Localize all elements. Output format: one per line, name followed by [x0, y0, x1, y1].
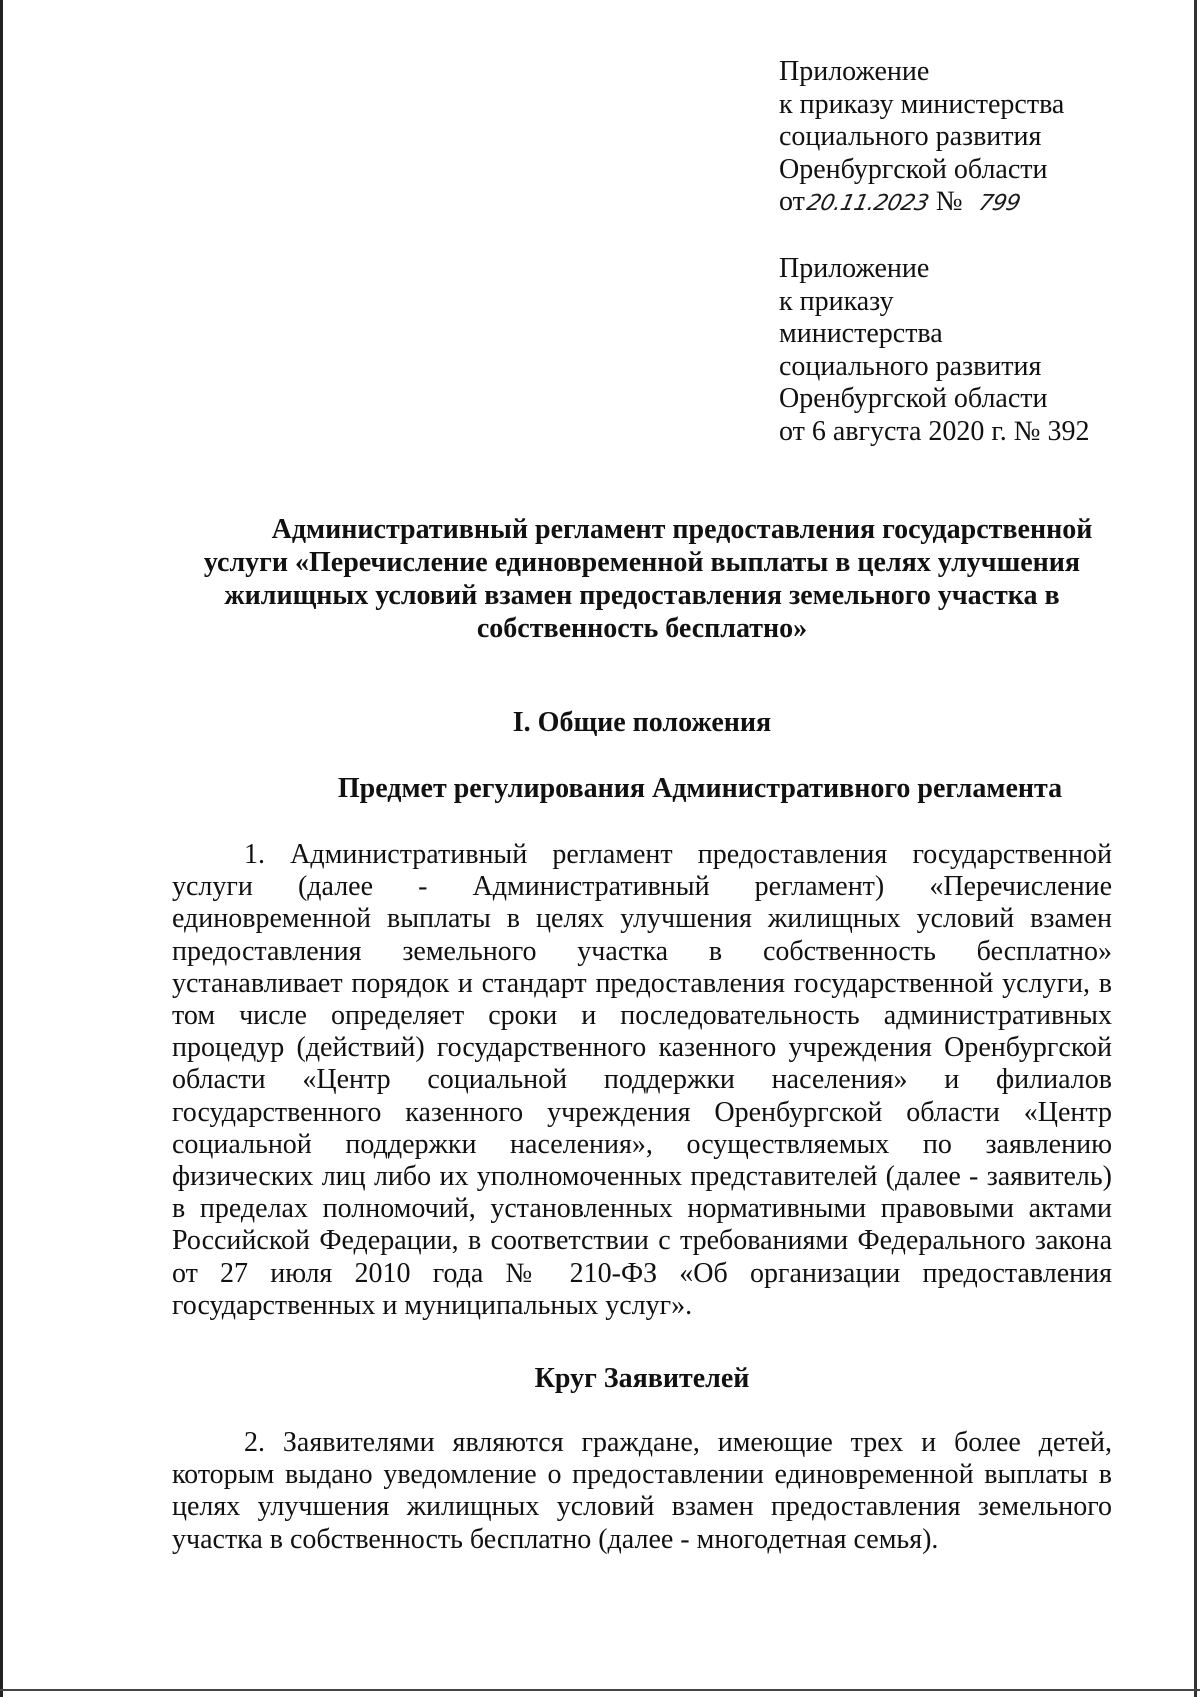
- paragraph-line: том числе определяет сроки и последовательность административных: [172, 1000, 1112, 1032]
- paragraph-line: Российской Федерации, в соответствии с требованиями Федерального закона: [172, 1225, 1112, 1257]
- paragraph-line: государственных и муниципальных услуг».: [172, 1289, 693, 1321]
- document-title: [172, 513, 1112, 645]
- attachment-line: социального развития: [779, 121, 1042, 152]
- attachment-line: социального развития: [779, 350, 1042, 382]
- handwritten-date: 20.11.2023: [804, 191, 931, 216]
- paragraph-line: предоставления земельного участка в собственность бесплатно»: [172, 935, 1112, 967]
- section-heading-general-provisions: I. Общие положения: [512, 707, 772, 738]
- paragraph-line: государственного казенного учреждения Оренбургской области «Центр: [172, 1096, 1112, 1128]
- scan-edge-bottom: [0, 1689, 1200, 1691]
- paragraph-line: которым выдано уведомление о предоставлении единовременной выплаты в: [172, 1459, 1112, 1491]
- title-line: Административный регламент предоставления государственной: [271, 514, 1093, 545]
- from-prefix: от: [779, 186, 805, 217]
- paragraph-1: [172, 839, 1112, 1322]
- paragraph-line: процедур (действий) государственного казенного учреждения Оренбургской: [172, 1032, 1112, 1064]
- number-sign: №: [935, 186, 963, 217]
- title-line: жилищных условий взамен предоставления земельного участка в: [224, 580, 1060, 611]
- paragraph-line: от 27 июля 2010 года № 210-ФЗ «Об организации предоставления: [172, 1257, 1112, 1289]
- paragraph-line: физических лиц либо их уполномоченных представителей (далее - заявитель): [172, 1161, 1112, 1193]
- paragraph-line: в пределах полномочий, установленных нормативными правовыми актами: [172, 1193, 1112, 1225]
- scan-edge-right: [1194, 0, 1197, 1697]
- attachment-line: Оренбургской области: [779, 383, 1048, 414]
- paragraph-line: 2. Заявителями являются граждане, имеющие трех и более детей,: [244, 1427, 1112, 1458]
- paragraph-line: услуги (далее - Административный регламент) «Перечисление: [172, 871, 1112, 903]
- attachment-header-current: [779, 56, 1064, 221]
- paragraph-line: единовременной выплаты в целях улучшения жилищных условий взамен: [172, 903, 1112, 935]
- attachment-line: к приказу: [779, 285, 894, 317]
- paragraph-line: 1. Административный регламент предоставления государственной: [244, 839, 1112, 870]
- subsection-heading-regulation-subject: Предмет регулирования Административного регламента: [337, 773, 1063, 804]
- attachment-line: Приложение: [779, 56, 930, 87]
- scan-edge-left: [0, 0, 3, 1697]
- subsection-heading-applicants: Круг Заявителей: [534, 1363, 750, 1394]
- attachment-header-previous: [779, 253, 1089, 448]
- attachment-line: к приказу министерства: [779, 88, 1065, 120]
- attachment-line: Приложение: [779, 253, 930, 284]
- paragraph-line: участка в собственность бесплатно (далее - многодетная семья).: [172, 1523, 939, 1555]
- paragraph-line: устанавливает порядок и стандарт предоставления государственной услуги, в: [172, 967, 1112, 999]
- title-line: услуги «Перечисление единовременной выплаты в целях улучшения: [203, 547, 1081, 578]
- attachment-line: министерства: [779, 318, 943, 349]
- attachment-line: от 6 августа 2020 г. № 392: [779, 415, 1090, 447]
- title-line: собственность бесплатно»: [476, 613, 808, 644]
- paragraph-line: области «Центр социальной поддержки населения» и филиалов: [172, 1064, 1112, 1096]
- attachment-line: Оренбургской области: [779, 153, 1048, 185]
- order-date-number-row: [779, 186, 1064, 221]
- paragraph-2: [172, 1427, 1112, 1556]
- paragraph-line: социальной поддержки населения», осуществляемых по заявлению: [172, 1128, 1112, 1160]
- handwritten-order-number: 799: [976, 191, 1022, 216]
- paragraph-line: целях улучшения жилищных условий взамен предоставления земельного: [172, 1491, 1112, 1523]
